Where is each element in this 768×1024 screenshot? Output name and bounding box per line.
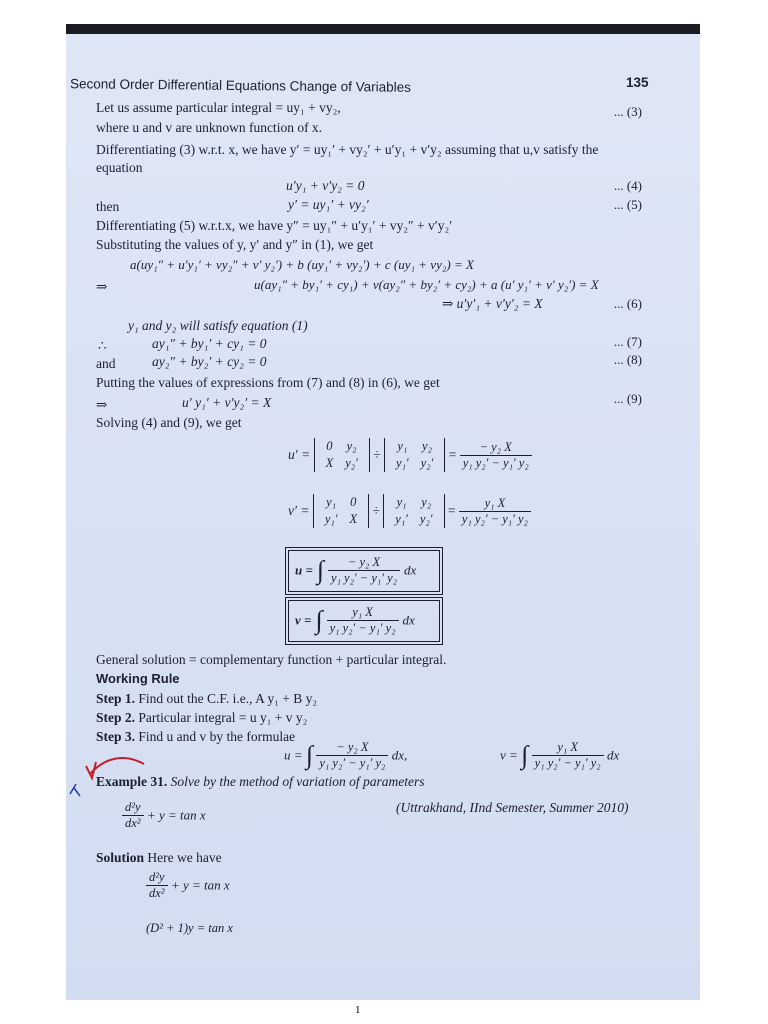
fraction	[460, 440, 532, 471]
integral-sign: ∫	[521, 740, 529, 770]
text-line: Putting the values of expressions from (7) and (8) in (6), we get	[96, 375, 440, 390]
fraction	[122, 800, 144, 831]
v-label: v =	[295, 612, 312, 628]
step-line	[96, 710, 307, 726]
numerator: y₁ X	[532, 740, 604, 756]
det-cell: y₂′	[419, 512, 433, 526]
denominator: y₁ y₂′ − y₁′ y₂	[331, 571, 397, 585]
equals-symbol: =	[448, 447, 457, 462]
photo-top-edge	[66, 24, 700, 34]
determinant	[383, 494, 444, 528]
denominator: y₁ y₂′ − y₁′ y₂	[319, 756, 386, 770]
solution-line	[96, 850, 222, 866]
dx: dx,	[391, 747, 408, 763]
fraction	[327, 605, 399, 636]
section-heading: Working Rule	[96, 671, 180, 686]
equation: y′ = uy₁′ + vy₂′	[288, 197, 369, 212]
det-cell: y₁	[326, 495, 337, 509]
text-line: y₁ and y₂ will satisfy equation (1)	[128, 318, 308, 333]
numerator: y₁ X	[327, 605, 399, 621]
equation-number: ... (8)	[613, 352, 642, 367]
numerator: d²y	[146, 870, 168, 886]
text-line: where u and v are unknown function of x.	[96, 120, 323, 135]
denominator: dx²	[125, 816, 141, 830]
det-cell: 0	[350, 495, 357, 509]
equation: u(ay₁″ + by₁′ + cy₁) + v(ay₂″ + by₂′ + cy₂) + a (u′ y₁′ + v′ y₂′) = X	[254, 277, 599, 292]
equation: a(uy₁″ + u′y₁′ + vy₂″ + v′ y₂′) + b (uy₁′ + vy₂′) + c (uy₁ + vy₂) = X	[130, 257, 474, 272]
step-label: Step 3.	[96, 729, 136, 744]
equals-symbol: =	[447, 503, 456, 518]
fraction	[146, 870, 168, 901]
step-text: Particular integral = u y₁ + v y₂	[138, 710, 308, 725]
ode-rhs: + y = tan x	[146, 807, 206, 823]
example-text: Solve by the method of variation of parameters	[170, 774, 425, 789]
equation: u′y₁ + v′y₂ = 0	[286, 178, 365, 193]
det-cell: y₁′	[324, 512, 338, 526]
det-cell: X	[349, 512, 358, 526]
text-line: General solution = complementary function + particular integral.	[96, 652, 447, 667]
denominator: y₁ y₂′ − y₁′ y₂	[462, 455, 529, 470]
step-line	[96, 691, 317, 707]
solution-ode	[146, 870, 230, 901]
boxed-v-formula	[288, 600, 440, 642]
solution-text: Here we have	[147, 850, 222, 865]
v-prime-label: v′ =	[288, 503, 310, 518]
step-label: Step 1.	[96, 691, 136, 706]
example-ode	[122, 800, 206, 831]
rule-v-formula	[500, 740, 619, 771]
determinant	[314, 438, 370, 472]
equation-number: ... (4)	[613, 178, 642, 193]
equation-number: ... (6)	[613, 296, 642, 311]
v-prime-expression	[288, 494, 531, 528]
dx: dx	[607, 747, 620, 763]
equation-number: ... (9)	[613, 391, 642, 406]
step-text: Find u and v by the formulae	[138, 729, 296, 744]
text-line: Solving (4) and (9), we get	[96, 415, 242, 430]
det-cell: y₁′	[395, 512, 408, 526]
det-cell: y₂′	[345, 456, 358, 470]
denominator: y₁ y₂′ − y₁′ y₂	[461, 511, 528, 526]
det-cell: y₁	[396, 495, 407, 509]
boxed-u-formula	[288, 550, 440, 592]
u-label: u =	[284, 747, 303, 763]
integral-sign: ∫	[315, 605, 323, 635]
equation-number: ... (5)	[613, 197, 642, 212]
text-line: and	[96, 356, 116, 371]
solution-label: Solution	[96, 850, 145, 865]
numerator: − y₂ X	[316, 740, 388, 756]
det-cell: y₂	[421, 495, 432, 509]
therefore-symbol: ∴	[98, 338, 107, 353]
equation: ay₂″ + by₂′ + cy₂ = 0	[152, 354, 267, 369]
denominator: y₁ y₂′ − y₁′ y₂	[329, 621, 396, 635]
implies-symbol: ⇒	[96, 397, 108, 412]
denominator: y₁ y₂′ − y₁′ y₂	[534, 756, 601, 770]
text-line: then	[96, 199, 120, 214]
fraction	[532, 740, 604, 771]
footer-page-number: 1	[355, 1004, 361, 1016]
v-label: v =	[500, 747, 518, 763]
equation: ⇒ u′y′₁ + v′y′₂ = X	[442, 296, 543, 311]
ode-rhs: + y = tan x	[170, 877, 230, 893]
text-line: Differentiating (3) w.r.t. x, we have y′ = uy₁′ + vy₂′ + u′y₁ + v′y₂ assuming that u,v satisfy the	[96, 142, 599, 157]
integral-sign: ∫	[305, 740, 314, 770]
text-line: Substituting the values of y, y′ and y″ in (1), we get	[96, 237, 374, 252]
step-text: Find out the C.F. i.e., A y₁ + B y₂	[138, 691, 318, 706]
text-line: equation	[96, 160, 143, 175]
u-prime-expression	[288, 438, 532, 472]
equation-number: ... (7)	[613, 334, 642, 349]
source-citation: (Uttrakhand, IInd Semester, Summer 2010)	[396, 800, 629, 815]
rule-u-formula	[284, 740, 407, 771]
example-label: Example 31.	[96, 774, 168, 789]
divide-symbol: ÷	[373, 447, 381, 462]
u-prime-label: u′ =	[288, 447, 311, 462]
integral-sign: ∫	[316, 555, 325, 585]
numerator: y₁ X	[459, 496, 531, 512]
det-cell: y₂	[422, 439, 432, 453]
det-cell: y₁	[397, 439, 408, 453]
determinant	[313, 494, 369, 528]
determinant	[384, 438, 445, 472]
numerator: − y₂ X	[328, 555, 400, 571]
det-cell: 0	[326, 439, 333, 453]
fraction	[459, 496, 531, 527]
dx: dx	[402, 612, 415, 628]
operator-equation: (D² + 1)y = tan x	[146, 921, 233, 935]
divide-symbol: ÷	[372, 503, 380, 518]
page-number: 135	[626, 75, 649, 90]
fraction	[328, 555, 400, 586]
numerator: d²y	[122, 800, 144, 816]
equation: ay₁″ + by₁′ + cy₁ = 0	[152, 336, 267, 351]
step-line	[96, 729, 295, 745]
step-label: Step 2.	[96, 710, 136, 725]
text-line: Differentiating (5) w.r.t.x, we have y″ = uy₁″ + u′y₁′ + vy₂″ + v′y₂′	[96, 218, 453, 233]
dx: dx	[404, 562, 417, 578]
implies-symbol: ⇒	[96, 279, 108, 294]
book-page-photo	[66, 24, 700, 1000]
equation: u′ y₁′ + v′y₂′ = X	[182, 395, 272, 410]
text-line: Let us assume particular integral = uy₁ + vy₂,	[96, 100, 341, 115]
det-cell: X	[325, 456, 334, 470]
det-cell: y₁′	[396, 456, 409, 470]
equation-number: ... (3)	[613, 104, 642, 119]
u-label: u =	[295, 562, 313, 578]
det-cell: y₂′	[420, 456, 434, 470]
fraction	[316, 740, 388, 771]
running-header: Second Order Differential Equations Change of Variables	[69, 76, 412, 95]
det-cell: y₂	[346, 439, 357, 453]
denominator: dx²	[149, 886, 165, 900]
example-line	[96, 774, 424, 790]
numerator: − y₂ X	[460, 440, 532, 456]
